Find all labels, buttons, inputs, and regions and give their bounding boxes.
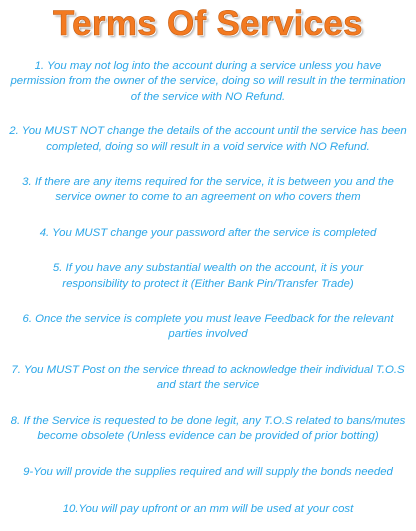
term-item-10: 10.You will pay upfront or an mm will be used at your cost [62,502,354,515]
term-item-9: 9-You will provide the supplies required and will supply the bonds needed [23,465,393,478]
terms-list [6,59,410,517]
term-item-8: 8. If the Service is requested to be done legit, any T.O.S related to bans/mutes become obsolete (Unless evidence can be provided of prior botting) [10,414,406,443]
term-item-2: 2. You MUST NOT change the details of the account until the service has been completed, doing so will result in a void service with NO Refund. [9,125,407,153]
term-item-5: 5. If you have any substantial wealth on the account, it is your responsibility to protect it (Either Bank Pin/Transfer Trade) [52,262,364,290]
term-item-6: 6. Once the service is complete you must leave Feedback for the relevant parties involved [22,313,394,341]
term-item-1: 1. You may not log into the account during a service unless you have permission from the owner of the service, doing so will result in the termination of the service with NO Refund. [10,60,406,103]
page-title: Terms Of Services [53,4,363,43]
term-item-3: 3. If there are any items required for the service, it is between you and the service owner to come to an agreement on who covers them [22,176,394,204]
term-item-4: 4. You MUST change your password after the service is completed [39,226,377,239]
term-item-7: 7. You MUST Post on the service thread to acknowledge their individual T.O.S and start the service [11,363,405,392]
